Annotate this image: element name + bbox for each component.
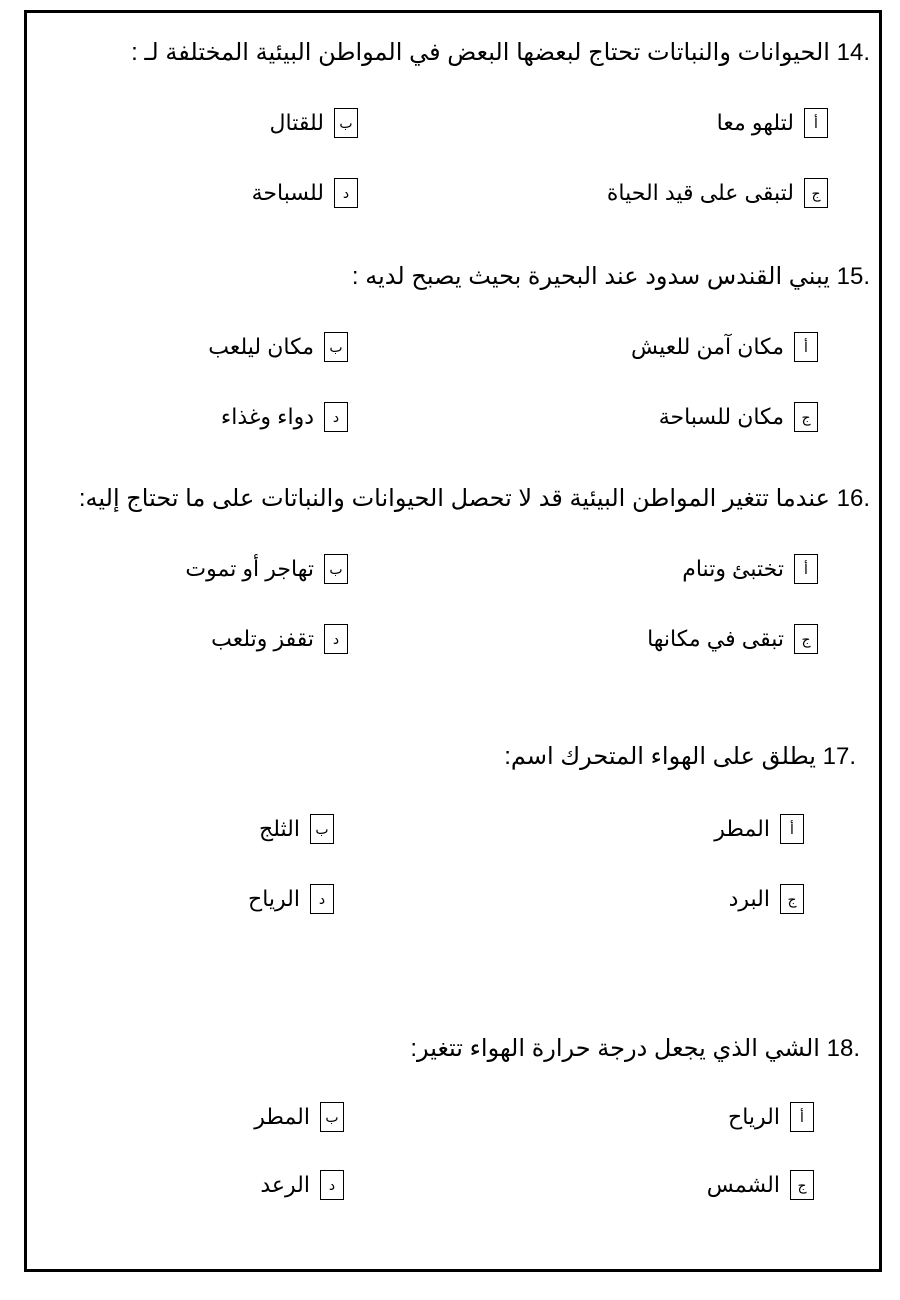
question-text: يبني القندس سدود عند البحيرة بحيث يصبح لديه :	[351, 263, 830, 290]
answer-option[interactable]	[221, 402, 348, 432]
option-letter-box: د	[324, 402, 348, 432]
answer-option[interactable]	[211, 624, 348, 654]
question-number: 18.	[826, 1035, 860, 1062]
option-letter-box: أ	[794, 332, 818, 362]
option-text: الرياح	[728, 1104, 780, 1129]
answer-option[interactable]	[208, 332, 348, 362]
option-letter-box: ج	[794, 624, 818, 654]
answer-option[interactable]	[631, 332, 818, 362]
answer-option[interactable]	[270, 108, 358, 138]
answer-option[interactable]	[647, 624, 818, 654]
answer-option[interactable]	[254, 1102, 344, 1132]
option-letter-box: ج	[790, 1170, 814, 1200]
answer-option[interactable]	[714, 814, 804, 844]
option-text: الثلج	[259, 816, 300, 841]
question-number: 14.	[836, 39, 870, 66]
option-letter-box: ج	[794, 402, 818, 432]
option-text: تهاجر أو تموت	[185, 556, 314, 581]
option-text: تقفز وتلعب	[211, 626, 314, 651]
option-letter-box: ب	[324, 554, 348, 584]
option-letter-box: أ	[790, 1102, 814, 1132]
option-letter-box: أ	[780, 814, 804, 844]
question-number: 15.	[836, 263, 870, 290]
option-letter-box: ب	[324, 332, 348, 362]
option-text: المطر	[254, 1104, 310, 1129]
option-letter-box: د	[334, 178, 358, 208]
option-text: للسباحة	[251, 180, 324, 205]
question-text: عندما تتغير المواطن البيئية قد لا تحصل الحيوانات والنباتات على ما تحتاج إليه:	[78, 485, 830, 512]
option-text: لتلهو معا	[716, 110, 794, 135]
option-letter-box: د	[320, 1170, 344, 1200]
answer-option[interactable]	[717, 108, 828, 138]
option-text: تختبئ وتنام	[682, 556, 784, 581]
answer-option[interactable]	[259, 814, 334, 844]
option-letter-box: د	[310, 884, 334, 914]
answer-option[interactable]	[707, 1170, 814, 1200]
answer-option[interactable]	[729, 884, 804, 914]
question-17	[504, 742, 856, 771]
answer-option[interactable]	[607, 178, 828, 208]
answer-option[interactable]	[252, 178, 358, 208]
answer-option[interactable]	[659, 402, 818, 432]
option-letter-box: أ	[794, 554, 818, 584]
option-letter-box: أ	[804, 108, 828, 138]
option-letter-box: ج	[804, 178, 828, 208]
answer-option[interactable]	[682, 554, 818, 584]
option-text: الرعد	[260, 1172, 310, 1197]
answer-option[interactable]	[728, 1102, 814, 1132]
answer-option[interactable]	[185, 554, 348, 584]
option-letter-box: ب	[310, 814, 334, 844]
question-14	[131, 38, 870, 67]
option-text: المطر	[714, 816, 770, 841]
question-15	[352, 262, 870, 291]
option-text: الرياح	[248, 886, 300, 911]
question-18	[410, 1034, 860, 1063]
option-text: للقتال	[269, 110, 324, 135]
option-letter-box: ج	[780, 884, 804, 914]
answer-option[interactable]	[248, 884, 334, 914]
question-number: 17.	[822, 743, 856, 770]
option-text: مكان للسباحة	[658, 404, 784, 429]
option-letter-box: د	[324, 624, 348, 654]
option-letter-box: ب	[320, 1102, 344, 1132]
option-text: البرد	[728, 886, 770, 911]
question-text: الشي الذي يجعل درجة حرارة الهواء تتغير:	[410, 1035, 820, 1062]
answer-option[interactable]	[260, 1170, 344, 1200]
question-number: 16.	[836, 485, 870, 512]
option-text: دواء وغذاء	[220, 404, 314, 429]
option-text: الشمس	[706, 1172, 780, 1197]
option-text: مكان آمن للعيش	[631, 334, 784, 359]
question-text: الحيوانات والنباتات تحتاج لبعضها البعض في المواطن البيئية المختلفة لـ :	[131, 39, 830, 66]
option-text: لتبقى على قيد الحياة	[606, 180, 794, 205]
question-16	[79, 484, 870, 513]
option-text: تبقى في مكانها	[647, 626, 784, 651]
option-letter-box: ب	[334, 108, 358, 138]
question-text: يطلق على الهواء المتحرك اسم:	[504, 743, 816, 770]
option-text: مكان ليلعب	[208, 334, 314, 359]
